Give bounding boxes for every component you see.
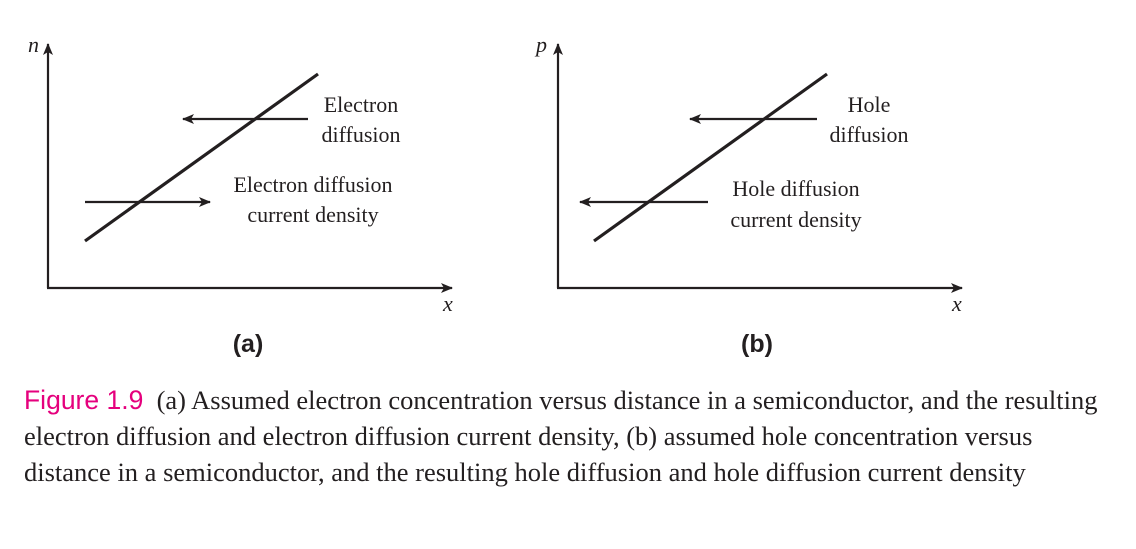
panel-b-current-label-line1: Hole diffusion	[732, 176, 860, 201]
panel-a-y-axis-label: n	[28, 32, 39, 57]
panel-b	[534, 32, 962, 358]
figure-caption-text: (a) Assumed electron concentration versus distance in a semiconductor, and the resulting electron diffusion and electron diffusion current density, (b) assumed hole concentration versus distance in a semiconductor, and the resulting hole diffusion and hole diffusion current density	[24, 385, 1098, 487]
figure-caption	[24, 382, 1124, 490]
panel-a	[28, 32, 453, 358]
panel-a-diffusion-label-line2: diffusion	[321, 122, 401, 147]
panel-a-diffusion-label-line1: Electron	[323, 92, 399, 117]
panel-a-current-label-line2: current density	[247, 202, 379, 227]
panel-b-diffusion-label-line2: diffusion	[829, 122, 909, 147]
panel-a-x-axis-label: x	[443, 291, 453, 316]
panel-b-y-axis-label: p	[536, 32, 547, 57]
panel-a-current-label-line1: Electron diffusion	[233, 172, 393, 197]
panel-b-label: (b)	[741, 330, 773, 358]
panel-a-label: (a)	[232, 330, 264, 358]
figure-number-label: Figure 1.9	[24, 385, 144, 415]
panel-b-current-label-line2: current density	[730, 207, 862, 232]
panel-b-diffusion-label-line1: Hole	[847, 92, 891, 117]
panel-b-x-axis-label: x	[952, 291, 962, 316]
